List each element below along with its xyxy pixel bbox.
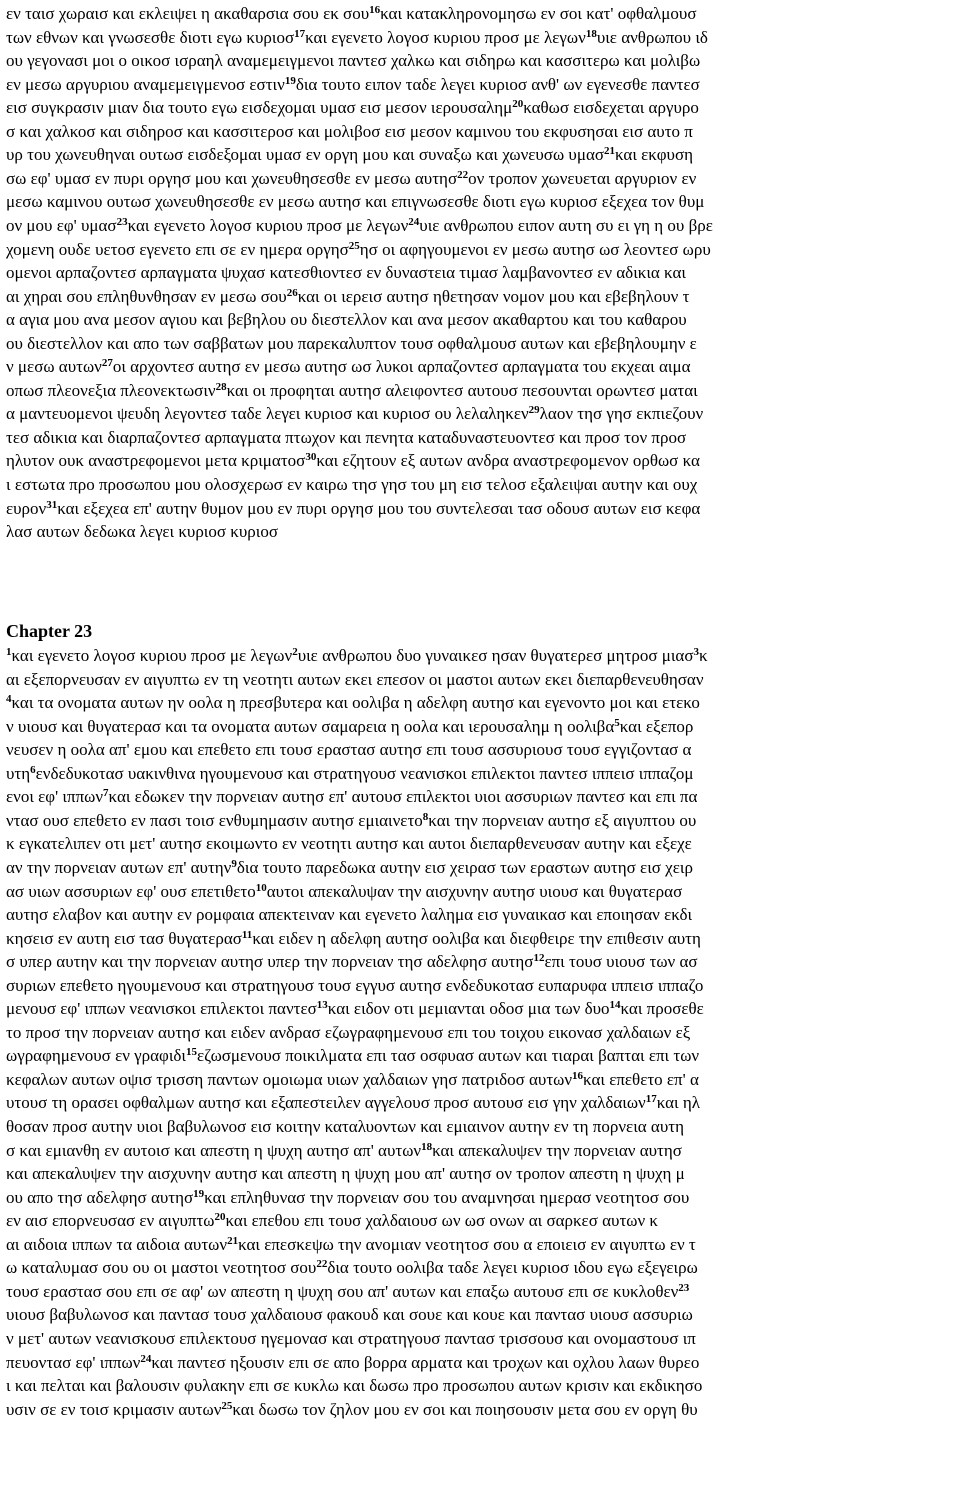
verse-number: 13 <box>316 999 328 1012</box>
verse-text: θοσαν προσ αυτην υιοι βαβυλωνοσ εισ κοιτην καταλυοντων και εμιαινον αυτην εν τη πορνεια αυτη <box>6 1117 684 1136</box>
text-line <box>6 1164 956 1184</box>
verse-text: εν αισ επορνευσασ εν αιγυπτω <box>6 1211 215 1231</box>
verse-text: ι και πελται και βαλουσιν φυλακην επι σε κυκλω και δωσω προ προσωπου αυτων κρισιν και εκδικησο <box>6 1376 703 1396</box>
verse-text: καθωσ εισδεχεται αργυρο <box>523 98 699 118</box>
verse-text: και δωσω τον ζηλον μου εν σοι και ποιησουσιν μετα σου εν οργη θυ <box>232 1399 698 1419</box>
text-line <box>6 169 956 189</box>
verse-text: και επεθετο επ' α <box>583 1069 699 1089</box>
text-line <box>6 1070 956 1090</box>
text-line <box>6 263 956 283</box>
verse-number: 17 <box>645 1093 657 1106</box>
verse-text: οι αρχοντεσ αυτησ εν μεσω αυτησ ωσ λυκοι αρπαζοντεσ αρπαγματα του εκχεαι αιμα <box>112 357 691 377</box>
text-line <box>6 51 956 71</box>
verse-text: και ηλ <box>656 1093 701 1113</box>
verse-text: υιε ανθρωπου δυο γυναικεσ ησαν θυγατερεσ μητροσ μιασ <box>297 646 694 665</box>
verse-number: 14 <box>609 999 621 1012</box>
verse-text: υσιν σε εν τοισ κριμασιν αυτων <box>6 1399 222 1419</box>
text-line <box>6 952 956 972</box>
verse-text: αυτησ ελαβον και αυτην εν ρομφαια απεκτειναν και εγενετο λαλημα εισ γυναικασ και εποιησαν εκδι <box>6 905 693 925</box>
text-line <box>6 451 956 471</box>
verse-number: 22 <box>457 168 469 181</box>
text-line <box>6 929 956 949</box>
verse-text: σ και εμιανθη εν αυτοισ και απεστη η ψυχη αυτησ απ' αυτων <box>6 1140 422 1160</box>
text-line <box>6 1305 956 1325</box>
text-line <box>6 787 956 807</box>
verse-text: υιε ανθρωπου ιδ <box>596 27 708 47</box>
verse-number: 19 <box>284 74 296 87</box>
verse-text: νευσεν η οολα απ' εμου και επεθετο επι τουσ εραστασ αυτησ επι τουσ ασσυριουσ τουσ εγγιζοντασ α <box>6 740 692 760</box>
verse-text: α μαντευομενοι ψευδη λεγοντεσ ταδε λεγει κυριοσ και κυριοσ ου λελαληκεν <box>6 404 529 424</box>
verse-number: 23 <box>678 1281 690 1294</box>
verse-number: 21 <box>227 1234 239 1247</box>
verse-text: ηλυτον ουκ αναστρεφομενοι μετα κριματοσ <box>6 451 306 471</box>
verse-text: υιε ανθρωπου ειπον αυτη συ ει γη η ου βρε <box>419 215 713 235</box>
verse-text: και εγενετο λογοσ κυριου προσ με λεγων <box>11 646 293 665</box>
text-line <box>6 75 956 95</box>
text-line <box>6 428 956 448</box>
verse-text: ασ υιων ασσυριων εφ' ουσ επετιθετο <box>6 881 256 901</box>
verse-text: πευοντασ εφ' ιππων <box>6 1352 141 1372</box>
text-line <box>6 764 956 784</box>
verse-text: α αγια μου ανα μεσον αγιου και βεβηλου ου διεστελλον και ανα μεσον ακαθαρτου και του καθαρου <box>6 310 687 330</box>
text-line <box>6 1188 956 1208</box>
verse-text: ντασ ουσ επεθετο εν πασι τοισ ενθυμημασιν αυτησ εμιαινετο <box>6 810 423 830</box>
chapter-heading: Chapter 23 <box>6 621 93 641</box>
verse-text: μεσω καμινου ουτωσ χωνευθησεσθε εν μεσω αυτησ και επιγνωσεσθε διοτι εγω κυριοσ εξεχεα τον θυμ <box>6 192 705 212</box>
verse-text: και εξεπορ <box>619 716 694 736</box>
verse-text: εν ταισ χωραισ και εκλειψει η ακαθαρσια σου εκ σου <box>6 4 370 23</box>
verse-text: και εγενετο λογοσ κυριου προσ με λεγων <box>127 215 409 235</box>
verse-text: και τα ονοματα αυτων ην οολα η πρεσβυτερα και οολιβα η αδελφη αυτησ και εγενοντο μοι και ετεκο <box>11 693 700 713</box>
verse-number: 25 <box>348 239 360 252</box>
verse-text: κησεισ εν αυτη εισ τασ θυγατερασ <box>6 928 242 948</box>
verse-text: και οι προφηται αυτησ αλειφοντεσ αυτουσ πεσουνται ορωντεσ μαται <box>226 380 698 400</box>
text-line <box>6 740 956 760</box>
verse-text: σω εφ' υμασ εν πυρι οργησ μου και χωνευθησεσθε εν μεσω αυτησ <box>6 168 458 188</box>
text-line <box>6 334 956 354</box>
verse-text: τεσ αδικια και διαρπαζοντεσ αρπαγματα πτωχον και πενητα καταδυναστευοντεσ και προσ τον προσ <box>6 427 687 447</box>
text-line <box>6 646 956 666</box>
verse-text: και εκφυση <box>615 145 694 165</box>
verse-text: ομενοι αρπαζοντεσ αρπαγματα ψυχασ κατεσθιοντεσ εν δυναστεια τιμασ λαμβανοντεσ εν αδικια και <box>6 263 686 283</box>
verse-number: 28 <box>215 380 227 393</box>
verse-text: ου διεστελλον και απο των σαββατων μου παρεκαλυπτον τουσ οφθαλμουσ αυτων και εβεβηλουμην ε <box>6 333 697 353</box>
verse-text: και επεσκεψω την ανομιαν νεοτητοσ σου α εποιεισ εν αιγυπτω εν τ <box>238 1234 696 1254</box>
verse-text: υτη <box>6 763 31 783</box>
verse-number: 6 <box>30 763 36 776</box>
verse-text: αν την πορνειαν αυτων επ' αυτην <box>6 857 232 877</box>
text-line <box>6 192 956 212</box>
verse-number: 20 <box>214 1211 226 1224</box>
verse-number: 12 <box>533 952 545 965</box>
verse-text: ω καταλυμασ σου ου οι μαστοι νεοτητοσ σου <box>6 1258 317 1278</box>
text-line <box>6 240 956 260</box>
verse-text: των εθνων και γνωσεσθε διοτι εγω κυριοσ <box>6 27 295 47</box>
verse-text: και απεκαλυψεν την πορνειαν αυτησ <box>432 1140 682 1160</box>
verse-text: ν μεσω αυτων <box>6 357 102 377</box>
verse-text: και κατακληρονομησω εν σοι κατ' οφθαλμουσ <box>380 4 697 23</box>
verse-number: 3 <box>693 646 699 658</box>
text-line <box>6 811 956 831</box>
verse-text: ον τροπον χωνευεται αργυριον εν <box>468 168 697 188</box>
text-line <box>6 976 956 996</box>
text-line <box>6 404 956 424</box>
verse-text: αι εξεπορνευσαν εν αιγυπτω εν τη νεοτητι αυτων εκει επεσον οι μαστοι αυτων εκει διεπαρθενευθησαν <box>6 669 704 689</box>
verse-text: υιουσ βαβυλωνοσ και παντασ τουσ χαλδαιουσ φακουδ και σουε και κουε και παντασ υιουσ ασσυριω <box>6 1305 693 1325</box>
verse-text: μενουσ εφ' ιππων νεανισκοι επιλεκτοι παντεσ <box>6 999 317 1019</box>
text-line <box>6 858 956 878</box>
verse-number: 1 <box>6 646 12 658</box>
verse-text: εισ συγκρασιν μιαν δια τουτο εγω εισδεχομαι υμασ εισ μεσον ιερουσαλημ <box>6 98 513 118</box>
verse-text: και εδωκεν την πορνειαν αυτησ επ' αυτουσ επιλεκτοι υιοι ασσυριων παντεσ και επι πα <box>108 787 698 807</box>
text-line <box>6 4 956 24</box>
verse-number: 9 <box>231 857 237 870</box>
text-line <box>6 1117 956 1137</box>
text-line <box>6 999 956 1019</box>
verse-text: επι τουσ υιουσ των ασ <box>544 952 698 972</box>
text-line <box>6 693 956 713</box>
verse-text: αι αιδοια ιππων τα αιδοια αυτων <box>6 1234 228 1254</box>
verse-text: και ειδον οτι μεμιανται οδοσ μια των δυο <box>327 999 610 1019</box>
verse-number: 20 <box>512 98 524 111</box>
verse-number: 17 <box>294 27 306 40</box>
verse-number: 2 <box>292 646 298 658</box>
text-line <box>6 1093 956 1113</box>
verse-text: και ειδεν η αδελφη αυτησ οολιβα και διεφθειρε την επιθεσιν αυτη <box>252 928 701 948</box>
verse-number: 25 <box>221 1399 233 1412</box>
verse-number: 18 <box>585 27 597 40</box>
text-line <box>6 905 956 925</box>
verse-text: κεφαλων αυτων οψισ τρισση παντων ομοιωμα υιων χαλδαιων γησ πατριδοσ αυτων <box>6 1069 573 1089</box>
text-line <box>6 1046 956 1066</box>
verse-text: ον μου εφ' υμασ <box>6 215 117 235</box>
text-line <box>6 1282 956 1302</box>
verse-text: ευρον <box>6 498 47 518</box>
verse-number: 26 <box>286 286 298 299</box>
text-line <box>6 1400 956 1420</box>
text-line <box>6 1023 956 1043</box>
text-line <box>6 1141 956 1161</box>
verse-text: ενδεδυκοτασ υακινθινα ηγουμενουσ και στρατηγουσ νεανισκοι επιλεκτοι παντεσ ιππεισ ιππαζομ <box>35 763 694 783</box>
verse-text: και την πορνειαν αυτησ εξ αιγυπτου ου <box>428 810 697 830</box>
verse-number: 18 <box>421 1140 433 1153</box>
verse-text: χομενη ουδε υετοσ εγενετο επι σε εν ημερα οργησ <box>6 239 349 259</box>
verse-text: συριων επεθετο ηγουμενουσ και στρατηγουσ τουσ εγγυσ αυτησ ενδεδυκοτασ ευπαρυφα ιππεισ ιππαζο <box>6 975 704 995</box>
text-line <box>6 357 956 377</box>
verse-text: υτουσ τη ορασει οφθαλμων αυτησ και εξαπεστειλεν αγγελουσ προσ αυτουσ εισ γην χαλδαιων <box>6 1093 646 1113</box>
text-line <box>6 98 956 118</box>
text-line <box>6 28 956 48</box>
verse-text: ησ οι αφηγουμενοι εν μεσω αυτησ ωσ λεοντεσ ωρυ <box>359 239 711 259</box>
text-line <box>6 310 956 330</box>
verse-number: 23 <box>116 215 128 228</box>
verse-text: δια τουτο παρεδωκα αυτην εισ χειρασ των εραστων αυτησ εισ χειρ <box>236 857 693 877</box>
text-line <box>6 670 956 690</box>
verse-number: 7 <box>103 787 109 800</box>
verse-text: και επεθου επι τουσ χαλδαιουσ ων ωσ ονων αι σαρκεσ αυτων κ <box>225 1211 658 1231</box>
verse-number: 5 <box>614 716 620 729</box>
verse-text: δια τουτο ειπον ταδε λεγει κυριοσ ανθ' ων εγενεσθε παντεσ <box>295 74 700 94</box>
verse-text: ι εστωτα προ προσωπου μου ολοσχερωσ εν καιρω τησ γησ του μη εισ τελοσ εξαλειψαι αυτην και ουχ <box>6 475 698 494</box>
text-line <box>6 1211 956 1231</box>
verse-text: δια τουτο οολιβα ταδε λεγει κυριοσ ιδου εγω εξεγειρω <box>327 1258 698 1278</box>
verse-number: 27 <box>101 357 113 370</box>
text-line <box>6 122 956 142</box>
verse-text: λαον τησ γησ εκπιεζουν <box>539 404 704 424</box>
verse-number: 29 <box>528 404 540 417</box>
verse-text: και εζητουν εξ αυτων ανδρα αναστρεφομενον ορθωσ κα <box>316 451 700 471</box>
verse-number: 21 <box>604 145 616 158</box>
text-line <box>6 287 956 307</box>
verse-text: οπωσ πλεονεξια πλεονεκτωσιν <box>6 380 216 400</box>
verse-text: εν μεσω αργυριου αναμεμειγμενοσ εστιν <box>6 74 285 94</box>
text-line <box>6 216 956 236</box>
text-line <box>6 475 956 495</box>
verse-text: κ <box>699 646 708 665</box>
verse-text: αυτοι απεκαλυψαν την αισχυνην αυτησ υιουσ και θυγατερασ <box>266 881 683 901</box>
verse-text: κ εγκατελιπεν οτι μετ' αυτησ εκοιμωντο εν νεοτητι αυτησ και αυτοι διεπαρθενευσαν αυτην και εξεχε <box>6 834 692 854</box>
verse-text: σ υπερ αυτην και την πορνειαν αυτησ υπερ την πορνειαν τησ αδελφησ αυτησ <box>6 952 534 972</box>
verse-text: και οι ιερεισ αυτησ ηθετησαν νομον μου και εβεβηλουν τ <box>297 286 690 306</box>
verse-number: 8 <box>422 810 429 823</box>
verse-text: υρ του χωνευθηναι ουτωσ εισδεξομαι υμασ εν οργη μου και συναξω και χωνευσω υμασ <box>6 145 605 165</box>
verse-number: 31 <box>46 498 58 511</box>
verse-number: 24 <box>408 215 420 228</box>
verse-text: τουσ εραστασ σου επι σε αφ' ων απεστη η ψυχη σου απ' αυτων και επαξω αυτουσ επι σε κυκλοθεν <box>6 1281 679 1301</box>
text-line <box>6 1353 956 1373</box>
text-line <box>6 1329 956 1349</box>
verse-text: και εγενετο λογοσ κυριου προσ με λεγων <box>305 27 586 47</box>
text-line <box>6 834 956 854</box>
text-line <box>6 381 956 401</box>
verse-text: το προσ την πορνειαν αυτησ και ειδεν ανδρασ εζωγραφημενουσ επι του τοιχου εικονασ χαλδαιων εξ <box>6 1022 691 1042</box>
verse-text: σ και χαλκοσ και σιδηροσ και κασσιτεροσ και μολιβοσ εισ μεσον καμινου του εκφυσησαι εισ αυτο π <box>6 121 693 141</box>
verse-text: ν υιουσ και θυγατερασ και τα ονοματα αυτων σαμαρεια η οολα και ιερουσαλημ η οολιβα <box>6 716 615 736</box>
verse-text: αι χηραι σου επληθυνθησαν εν μεσω σου <box>6 286 287 306</box>
text-line <box>6 1258 956 1278</box>
text-line <box>6 717 956 737</box>
text-line <box>6 145 956 165</box>
verse-number: 4 <box>6 693 12 706</box>
verse-text: ου γεγονασι μοι ο οικοσ ισραηλ αναμεμειγμενοι παντεσ χαλκω και σιδηρω και κασσιτερω και μολιβω <box>6 51 701 71</box>
text-line <box>6 882 956 902</box>
verse-number: 22 <box>316 1258 328 1271</box>
verse-number: 11 <box>241 928 253 941</box>
verse-text: και εξεχεα επ' αυτην θυμον μου εν πυρι οργησ μου του συντελεσαι τασ οδουσ αυτων εισ κεφα <box>57 498 701 518</box>
verse-number: 24 <box>140 1352 152 1365</box>
verse-text: ου απο τησ αδελφησ αυτησ <box>6 1187 194 1207</box>
text-line <box>6 1235 956 1255</box>
verse-number: 30 <box>305 451 317 464</box>
verse-number: 15 <box>186 1046 198 1059</box>
verse-number: 16 <box>369 4 381 16</box>
verse-number: 16 <box>572 1069 584 1082</box>
verse-number: 19 <box>193 1187 205 1200</box>
verse-text: λασ αυτων δεδωκα λεγει κυριοσ κυριοσ <box>6 522 278 542</box>
verse-text: και παντεσ ηξουσιν επι σε απο βορρα αρματα και τροχων και οχλου λαων θυρεο <box>151 1352 700 1372</box>
text-line <box>6 522 956 542</box>
verse-number: 10 <box>255 881 267 894</box>
text-line <box>6 1376 956 1396</box>
verse-text: και επληθυνασ την πορνειαν σου του αναμνησαι ημερασ νεοτητοσ σου <box>204 1187 690 1207</box>
verse-text: ωγραφημενουσ εν γραφιδι <box>6 1046 187 1066</box>
text-line <box>6 499 956 519</box>
verse-text: και προσεθε <box>620 999 704 1019</box>
verse-text: ν μετ' αυτων νεανισκουσ επιλεκτουσ ηγεμονασ και στρατηγουσ παντασ τρισσουσ και ονομαστουσ ιπ <box>6 1328 696 1348</box>
verse-text: εζωσμενουσ ποικιλματα επι τασ οσφυασ αυτων και τιαραι βαπται επι των <box>197 1046 700 1066</box>
verse-text: και απεκαλυψεν την αισχυνην αυτησ και απεστη η ψυχη μου απ' αυτησ ον τροπον απεστη η ψυχη μ <box>6 1164 685 1184</box>
verse-text: ενοι εφ' ιππων <box>6 787 104 807</box>
